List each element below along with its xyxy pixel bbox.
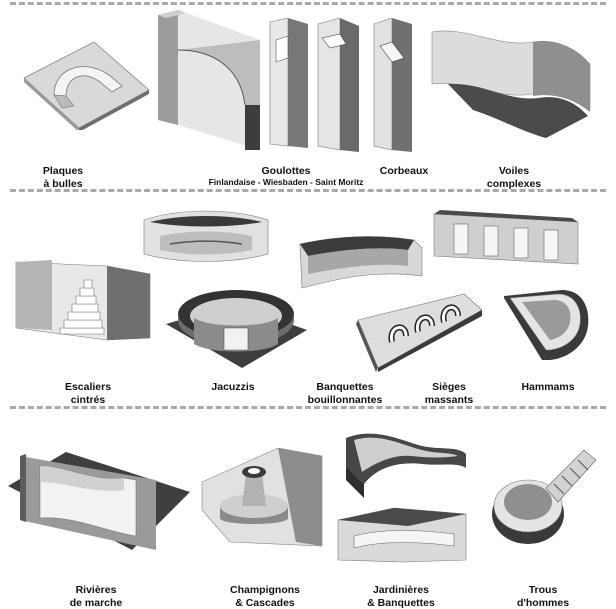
voiles-complexes-image — [428, 20, 593, 145]
label-line: Hammams — [521, 381, 575, 393]
label-line: Corbeaux — [379, 165, 429, 177]
label-line: & Banquettes — [367, 597, 435, 609]
label-line: Jacuzzis — [211, 381, 255, 393]
label-line: massants — [424, 394, 474, 406]
banquette-image — [334, 506, 468, 566]
label-sieges-massants — [412, 381, 486, 407]
label-line: cintrés — [70, 394, 106, 406]
label-line: d'hommes — [516, 597, 570, 609]
label-line: Escaliers — [64, 381, 112, 393]
label-corbeaux — [364, 165, 444, 178]
champignon-cascade-image — [200, 448, 324, 548]
jardiniere-image — [340, 424, 468, 500]
goulotte-saint-moritz-image — [316, 18, 361, 153]
hammams-image — [500, 286, 592, 364]
top-divider — [10, 2, 606, 5]
sieges-massants-image — [354, 290, 484, 372]
label-goulottes-subtitle: Finlandaise - Wiesbaden - Saint Moritz — [208, 177, 364, 187]
label-line: Trous — [528, 584, 558, 596]
label-voiles-complexes — [476, 165, 552, 191]
label-line: Goulottes — [261, 165, 311, 177]
jacuzzi-oval-image — [140, 206, 272, 268]
label-line: de marche — [69, 597, 123, 609]
label-line: & Cascades — [235, 597, 295, 609]
corbeaux-image — [370, 18, 415, 153]
label-line: Sièges — [432, 381, 466, 393]
label-line: Banquettes — [316, 381, 374, 393]
label-line: complexes — [486, 178, 542, 190]
riviere-de-marche-image — [6, 446, 192, 554]
plaques-a-bulles-image — [14, 40, 154, 130]
label-escaliers-cintres — [50, 381, 126, 407]
label-hammams — [510, 381, 586, 394]
label-line: Rivières — [75, 584, 117, 596]
goulotte-finlandaise-image — [150, 10, 265, 155]
banquette-bouillonnante-image — [296, 222, 426, 294]
goulotte-wiesbaden-image — [268, 18, 310, 150]
label-line: Jardinières — [372, 584, 430, 596]
label-jardinieres-banquettes — [356, 584, 446, 609]
hammam-bench-image — [432, 208, 580, 270]
jacuzzi-round-image — [164, 284, 309, 370]
label-line: Champignons — [230, 584, 300, 596]
label-line: à bulles — [43, 178, 83, 190]
escaliers-cintres-image — [12, 258, 152, 346]
label-jacuzzis — [196, 381, 270, 394]
label-champignons-cascades — [222, 584, 308, 609]
label-line: bouillonnantes — [307, 394, 383, 406]
label-line: Plaques — [42, 165, 84, 177]
label-line: Voiles — [498, 165, 530, 177]
trou-d-hommes-image — [488, 444, 598, 550]
label-trous-d-hommes — [508, 584, 578, 609]
label-banquettes-bouillonnantes — [300, 381, 390, 407]
label-rivieres-de-marche — [58, 584, 134, 609]
label-plaques-a-bulles — [28, 165, 98, 191]
